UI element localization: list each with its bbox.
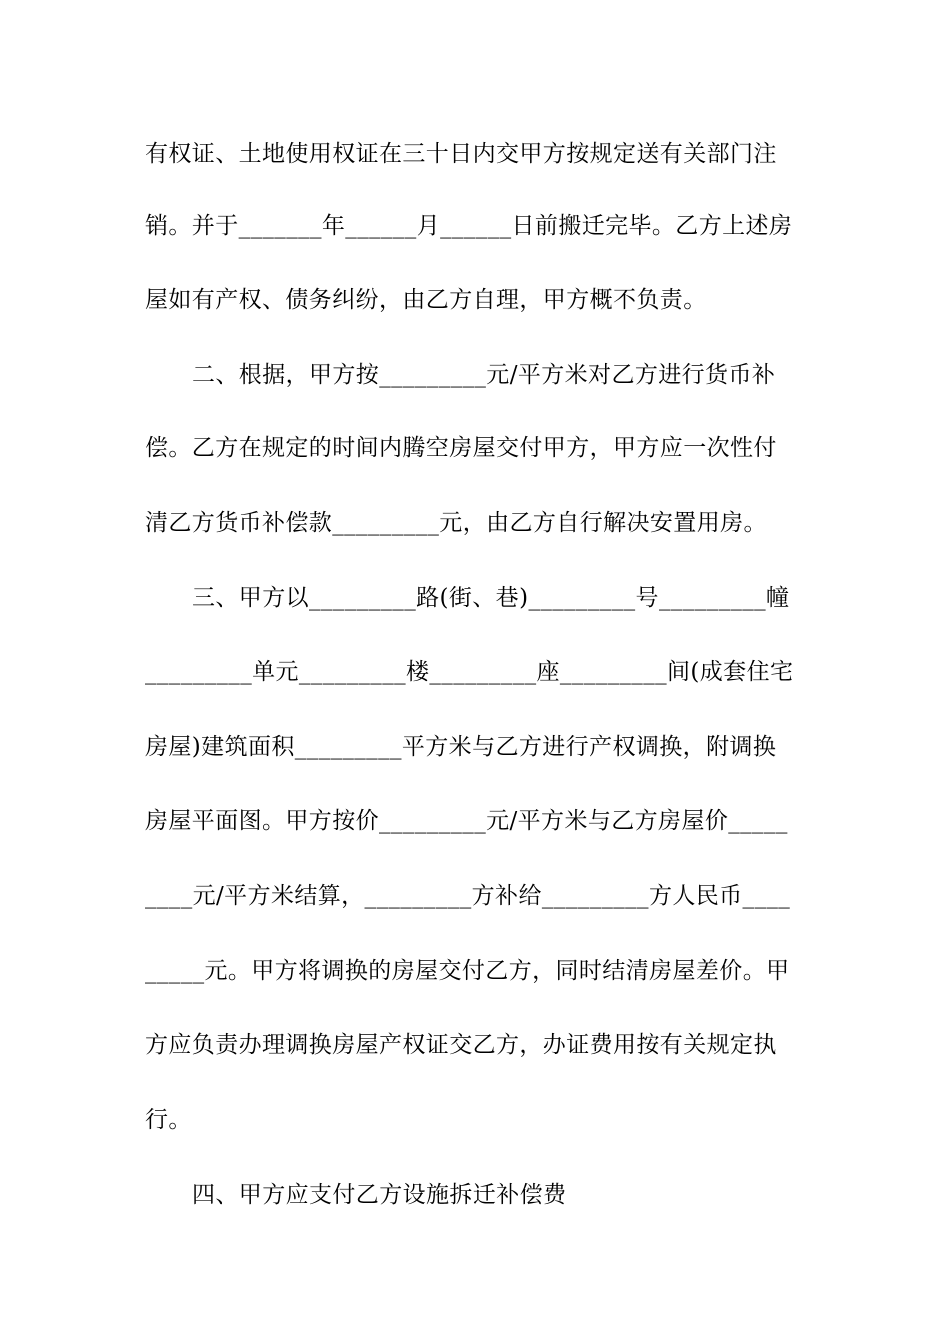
text-line-6: 清乙方货币补偿款_________元，由乙方自行解决安置用房。 — [145, 510, 767, 536]
text-line-13: 方应负责办理调换房屋产权证交乙方，办证费用按有关规定执 — [145, 1032, 777, 1058]
paragraph-three-start: 三、甲方以_________路(街、巷)_________号_________幢 — [192, 585, 790, 611]
paragraph-two-start: 二、根据，甲方按_________元/平方米对乙方进行货币补 — [192, 362, 776, 388]
paragraph-four-start: 四、甲方应支付乙方设施拆迁补偿费 — [192, 1182, 567, 1208]
text-line-3: 屋如有产权、债务纠纷，由乙方自理，甲方概不负责。 — [145, 287, 707, 313]
text-line-1: 有权证、土地使用权证在三十日内交甲方按规定送有关部门注 — [145, 141, 777, 167]
text-line-9: 房屋)建筑面积_________平方米与乙方进行产权调换，附调换 — [145, 734, 777, 760]
text-line-10: 房屋平面图。甲方按价_________元/平方米与乙方房屋价_____ — [145, 808, 788, 834]
text-line-11: ____元/平方米结算，_________方补给_________方人民币____ — [145, 883, 791, 909]
text-line-14: 行。 — [145, 1107, 192, 1133]
text-line-12: _____元。甲方将调换的房屋交付乙方，同时结清房屋差价。甲 — [145, 958, 790, 984]
text-line-2: 销。并于_______年______月______日前搬迁完毕。乙方上述房 — [145, 213, 793, 239]
text-line-5: 偿。乙方在规定的时间内腾空房屋交付甲方，甲方应一次性付 — [145, 435, 777, 461]
text-line-8: _________单元_________楼_________座_________间(成套住宅 — [145, 659, 794, 685]
